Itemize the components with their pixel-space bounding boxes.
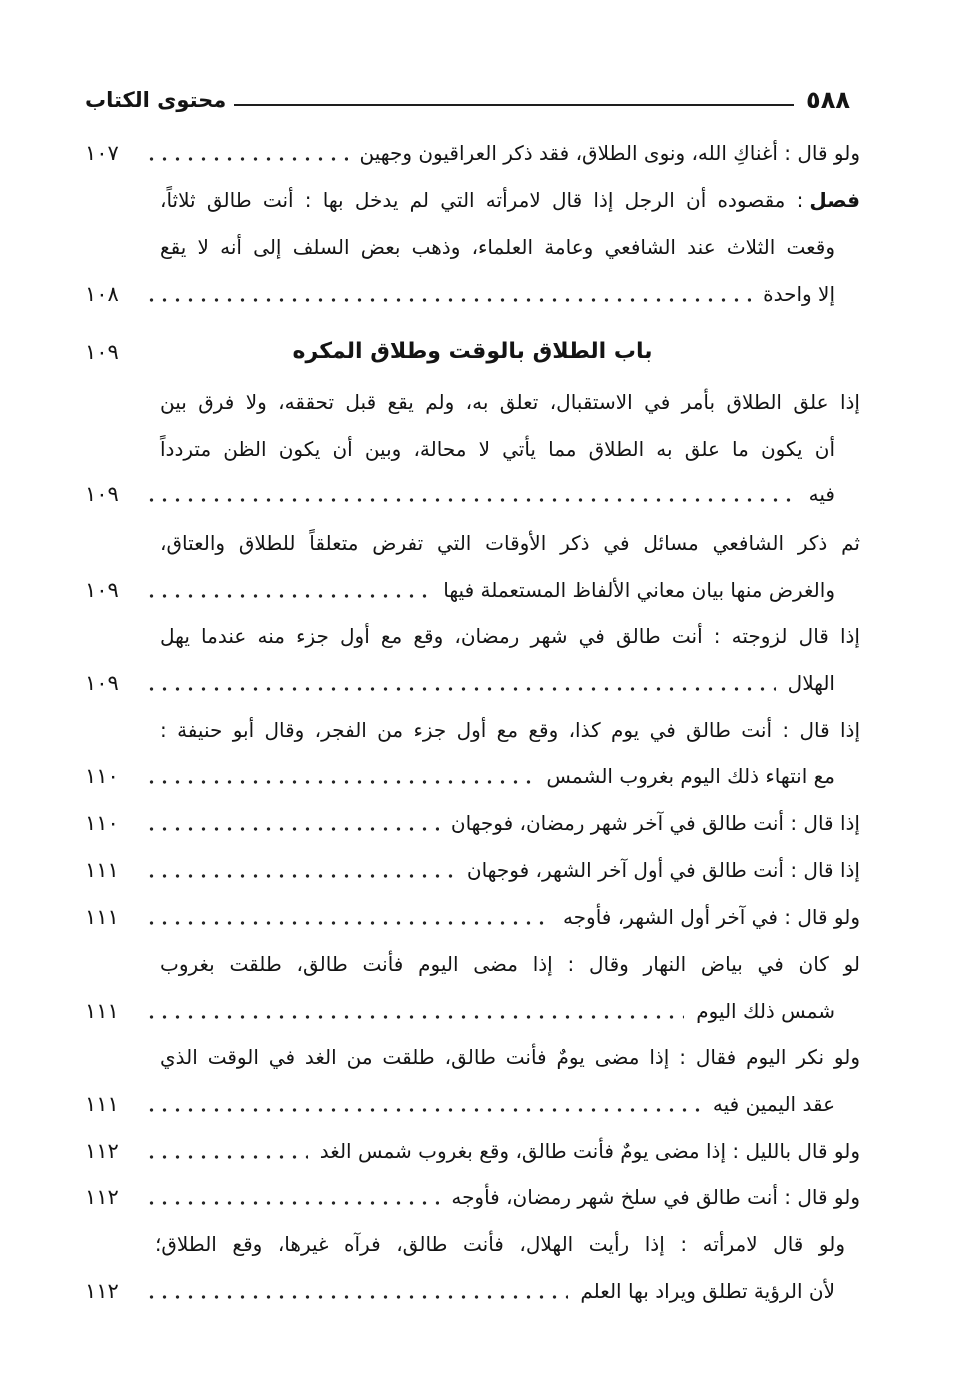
toc-entry-line [85, 474, 835, 514]
entry-text: لأن الرؤية تطلق ويراد بها العلم [580, 1279, 835, 1303]
toc-entry-line [85, 1177, 860, 1217]
toc-entry-line [85, 944, 860, 984]
entry-text [160, 180, 860, 220]
dot-leader [145, 296, 751, 304]
chapter-title: باب الطلاق بالوقت وطلاق المكره [292, 339, 653, 364]
entry-text: ولو قال : أنت طالق في سلخ شهر رمضان، فأوجه [451, 1185, 860, 1209]
toc-entry-line [85, 429, 835, 469]
dot-leader [145, 1013, 684, 1021]
dot-leader [145, 155, 348, 163]
page-number: ١٠٨ [85, 282, 119, 306]
dot-leader [145, 778, 534, 786]
header-page-number: ٥٨٨ [806, 86, 850, 114]
page-number: ١٠٧ [85, 141, 119, 165]
dot-leader [145, 825, 439, 833]
toc-entry-line [85, 616, 860, 656]
toc-entry-line [85, 663, 835, 703]
toc-entry-line [85, 1224, 845, 1264]
page-number: ١٠٩ [85, 340, 119, 364]
entry-text: لو كان في بياض النهار وقال : إذا مضى اليوم فأنت طالق، طلقت بغروب [160, 952, 860, 976]
toc-entry-line [85, 1271, 835, 1311]
dot-leader [145, 496, 797, 504]
dot-leader [145, 685, 776, 693]
page-number: ١١٢ [85, 1279, 119, 1303]
toc-entry-line [85, 1037, 860, 1077]
toc-entry-line [85, 991, 835, 1031]
header-title: محتوى الكتاب [85, 88, 227, 112]
toc-entry-line [85, 1131, 860, 1171]
entry-text: إذا قال : أنت طالق في آخر شهر رمضان، فوجهان [450, 811, 860, 835]
section-label: فصل [809, 188, 860, 212]
entry-text: أن يكون ما علق به الطلاق مما يأتي لا محالة، وبين أن يكون الظن متردداً [160, 437, 835, 461]
toc-entry-line [85, 897, 860, 937]
entry-text: شمس ذلك اليوم [696, 999, 835, 1023]
entry-text: إذا قال : أنت طالق في أول آخر الشهر، فوجهان [466, 858, 860, 882]
page-number: ١٠٩ [85, 578, 119, 602]
toc-entry-line [85, 382, 860, 422]
entry-text: ولو نكر اليوم فقال : إذا مضى يومٌ فأنت طالق، طلقت من الغد في الوقت الذي [160, 1045, 860, 1069]
dot-leader [145, 1293, 568, 1301]
toc-entry-line [85, 227, 835, 267]
entry-text: إلا واحدة [763, 282, 835, 306]
toc-entry-line [85, 180, 860, 220]
entry-text: ولو قال لامرأته : إذا رأيت الهلال، فأنت طالق، فرآه غيرها، وقع الطلاق؛ [155, 1232, 845, 1256]
dot-leader [145, 592, 431, 600]
page-number: ١١١ [85, 905, 119, 929]
entry-text-rest: : مقصوده أن الرجل إذا قال لامرأته التي لم يدخل بها : أنت طالق ثلاثاً، [160, 188, 804, 212]
toc-entry-line [85, 710, 860, 750]
entry-text: إذا قال : أنت طالق في يوم كذا، وقع مع أول جزء من الفجر، وقال أبو حنيفة : [160, 718, 860, 742]
entry-text: مع انتهاء ذلك اليوم بغروب الشمس [546, 764, 835, 788]
entry-text: والغرض منها بيان معاني الألفاظ المستعملة فيها [443, 578, 835, 602]
dot-leader [145, 919, 551, 927]
dot-leader [145, 1199, 439, 1207]
entry-text: وقعت الثلاث عند الشافعي وعامة العلماء، وذهب بعض السلف إلى أنه لا يقع [160, 235, 835, 259]
running-header [85, 80, 850, 120]
toc-entry-line [85, 133, 860, 173]
entry-text: إذا علق الطلاق بأمر في الاستقبال، تعلق به، ولم يقع قبل تحققه، ولا فرق بين [160, 390, 860, 414]
toc-entry-line [85, 274, 835, 314]
dot-leader [145, 1106, 701, 1114]
toc-entry-line [85, 803, 860, 843]
entry-text: إذا قال لزوجته : أنت طالق في شهر رمضان، وقع مع أول جزء منه عندما يهل [160, 624, 860, 648]
page-number: ١١٠ [85, 811, 119, 835]
page-number: ١١٢ [85, 1185, 119, 1209]
page-number: ١٠٩ [85, 482, 119, 506]
page-number: ١١١ [85, 858, 119, 882]
entry-text: الهلال [787, 671, 835, 695]
dot-leader [145, 1153, 308, 1161]
chapter-heading [85, 332, 860, 372]
entry-text: ولو قال : في آخر أول الشهر، فأوجه [562, 905, 860, 929]
entry-text: ولو قال بالليل : إذا مضى يومٌ فأنت طالق، وقع بغروب شمس الغد [319, 1139, 860, 1163]
entry-text: ولو قال : أغناكِ الله، ونوى الطلاق، فقد ذكر العراقيون وجهين [359, 141, 860, 165]
toc-entry-line [85, 850, 860, 890]
dot-leader [145, 872, 455, 880]
header-rule [234, 104, 794, 106]
page-number: ١١١ [85, 999, 119, 1023]
toc-entry-line [85, 570, 835, 610]
toc-entry-line [85, 756, 835, 796]
page-number: ١١٢ [85, 1139, 119, 1163]
entry-text: ثم ذكر الشافعي مسائل في ذكر الأوقات التي تفرض متعلقاً للطلاق والعتاق، [160, 531, 860, 555]
toc-entry-line [85, 523, 860, 563]
page-number: ١٠٩ [85, 671, 119, 695]
toc-entry-line [85, 1084, 835, 1124]
entry-text: فيه [808, 482, 835, 506]
page-number: ١١١ [85, 1092, 119, 1116]
page-number: ١١٠ [85, 764, 119, 788]
entry-text: عقد اليمين فيه [712, 1092, 835, 1116]
